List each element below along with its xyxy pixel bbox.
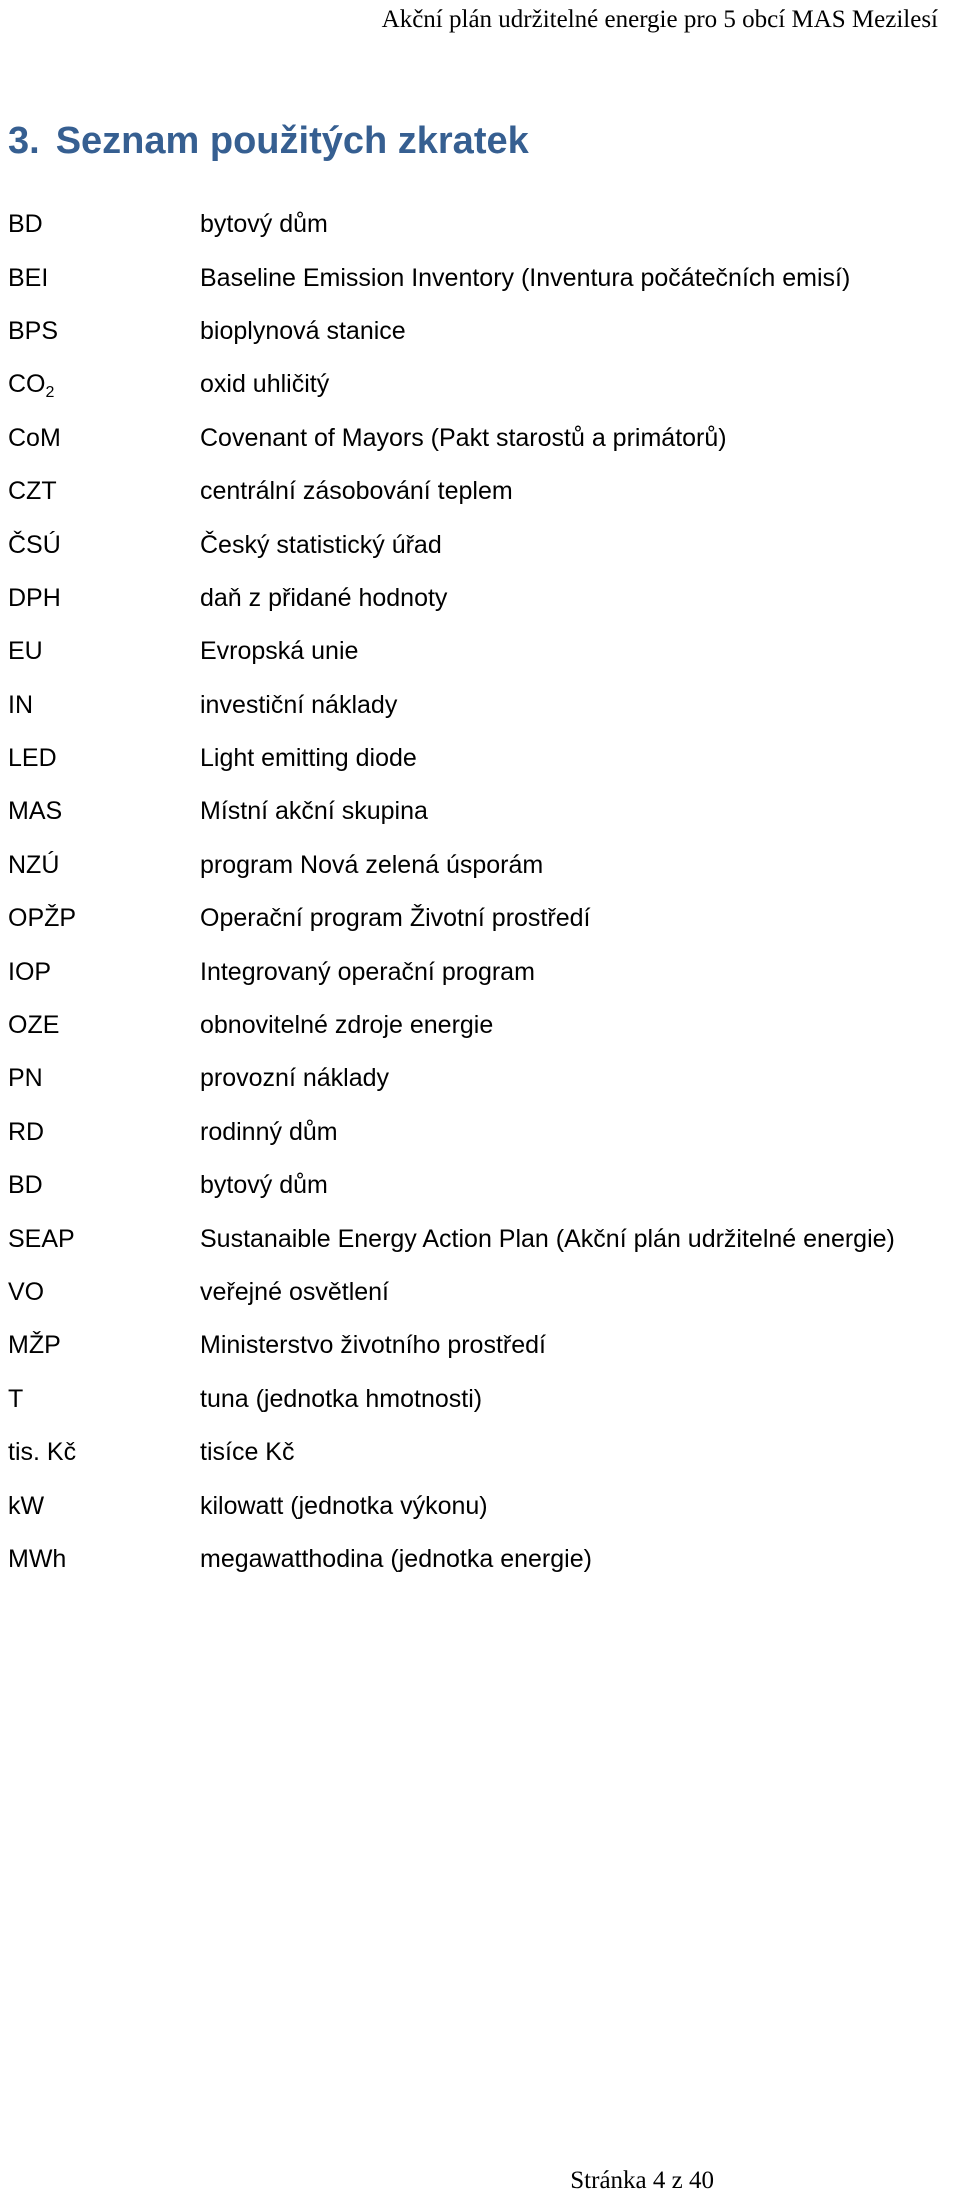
abbreviation-term-text: CO — [8, 370, 46, 399]
abbreviation-definition: Český statistický úřad — [200, 530, 442, 559]
abbreviation-term-text: SEAP — [8, 1224, 75, 1253]
section-heading — [8, 120, 529, 163]
abbreviation-row — [8, 1479, 958, 1532]
abbreviation-term — [8, 370, 200, 402]
abbreviation-definition: Sustanaible Energy Action Plan (Akční plán udržitelné energie) — [200, 1224, 895, 1253]
abbreviation-definition: centrální zásobování teplem — [200, 477, 513, 506]
abbreviation-row — [8, 1159, 958, 1212]
abbreviation-row — [8, 839, 958, 892]
abbreviation-term-text: VO — [8, 1278, 45, 1306]
abbreviation-term-text: BD — [8, 210, 43, 239]
abbreviation-row — [8, 892, 958, 945]
abbreviation-row — [8, 1266, 958, 1319]
abbreviation-definition: obnovitelné zdroje energie — [200, 1011, 494, 1040]
abbreviation-row — [8, 1212, 958, 1265]
abbreviation-term-text: MŽP — [8, 1331, 61, 1360]
abbreviation-row — [8, 518, 958, 571]
abbreviation-row — [8, 198, 958, 251]
abbreviation-term-text: CZT — [8, 477, 57, 506]
abbreviation-term — [8, 264, 200, 293]
abbreviation-term — [8, 691, 200, 720]
abbreviation-term — [8, 904, 200, 933]
abbreviation-definition: Baseline Emission Inventory (Inventura počátečních emisí) — [200, 263, 851, 292]
abbreviation-term — [8, 1118, 200, 1147]
abbreviation-term — [8, 1331, 200, 1360]
abbreviation-term-text: BPS — [8, 316, 59, 345]
abbreviation-definition: megawatthodina (jednotka energie) — [200, 1544, 592, 1573]
abbreviation-definition: Operační program Životní prostředí — [200, 904, 591, 933]
abbreviation-definition: veřejné osvětlení — [200, 1278, 390, 1306]
abbreviation-term — [8, 1385, 200, 1414]
abbreviation-definition: tisíce Kč — [200, 1438, 295, 1467]
abbreviation-term — [8, 1225, 200, 1254]
abbreviation-definition: bytový dům — [200, 210, 328, 239]
abbreviation-term — [8, 1545, 200, 1574]
abbreviation-term-text: OZE — [8, 1011, 60, 1040]
abbreviation-term — [8, 637, 200, 666]
abbreviation-definition: rodinný dům — [200, 1117, 338, 1146]
abbreviation-row — [8, 732, 958, 785]
abbreviation-term — [8, 1011, 200, 1040]
abbreviation-row — [8, 1052, 958, 1105]
abbreviation-term-text: MAS — [8, 797, 63, 826]
abbreviation-term-text: IOP — [8, 957, 52, 986]
abbreviation-term — [8, 424, 200, 453]
abbreviation-term — [8, 1278, 200, 1307]
page-footer — [570, 2167, 714, 2195]
abbreviation-row — [8, 1533, 958, 1586]
abbreviation-definition: bioplynová stanice — [200, 316, 406, 345]
abbreviation-term-text: LED — [8, 744, 57, 773]
abbreviation-term-text: CoM — [8, 423, 61, 452]
abbreviation-row — [8, 358, 958, 411]
abbreviation-definition: investiční náklady — [200, 690, 398, 719]
abbreviation-term — [8, 1438, 200, 1467]
abbreviation-row — [8, 412, 958, 465]
abbreviation-term-text: BD — [8, 1171, 43, 1200]
abbreviation-row — [8, 785, 958, 838]
abbreviation-row — [8, 465, 958, 518]
abbreviation-definition: program Nová zelená úsporám — [200, 850, 544, 879]
abbreviation-row — [8, 1319, 958, 1372]
abbreviation-term — [8, 1171, 200, 1200]
abbreviation-definition: oxid uhličitý — [200, 370, 330, 399]
abbreviation-row — [8, 1373, 958, 1426]
abbreviation-term — [8, 1492, 200, 1521]
abbreviation-term — [8, 210, 200, 239]
section-number: 3. — [8, 120, 40, 162]
abbreviation-definition: Light emitting diode — [200, 744, 417, 773]
abbreviation-term — [8, 744, 200, 773]
abbreviation-term — [8, 797, 200, 826]
abbreviation-definition: Ministerstvo životního prostředí — [200, 1331, 546, 1360]
abbreviation-row — [8, 1426, 958, 1479]
abbreviation-term-text: NZÚ — [8, 850, 60, 879]
abbreviation-definition: daň z přidané hodnoty — [200, 583, 448, 612]
abbreviation-definition: Covenant of Mayors (Pakt starostů a primátorů) — [200, 423, 727, 452]
abbreviation-term-text: T — [8, 1384, 24, 1413]
page-number: Stránka 4 z 40 — [570, 2167, 714, 2194]
abbreviation-row — [8, 999, 958, 1052]
abbreviation-term-text: RD — [8, 1117, 45, 1146]
abbreviation-list — [8, 198, 958, 1586]
abbreviation-definition: tuna (jednotka hmotnosti) — [200, 1384, 483, 1413]
abbreviation-term — [8, 958, 200, 987]
abbreviation-term — [8, 584, 200, 613]
abbreviation-term-text: BEI — [8, 263, 49, 292]
abbreviation-term-subscript: 2 — [45, 384, 55, 402]
abbreviation-term-text: MWh — [8, 1544, 67, 1573]
abbreviation-term-text: DPH — [8, 583, 61, 612]
abbreviation-term-text: ČSÚ — [8, 530, 61, 559]
abbreviation-definition: kilowatt (jednotka výkonu) — [200, 1491, 488, 1520]
abbreviation-term — [8, 477, 200, 506]
abbreviation-row — [8, 1106, 958, 1159]
abbreviation-definition: bytový dům — [200, 1171, 328, 1200]
abbreviation-term — [8, 851, 200, 880]
abbreviation-row — [8, 251, 958, 304]
abbreviation-term — [8, 531, 200, 560]
abbreviation-row — [8, 572, 958, 625]
abbreviation-term-text: PN — [8, 1064, 43, 1093]
abbreviation-term — [8, 1064, 200, 1093]
abbreviation-term-text: EU — [8, 637, 43, 666]
abbreviation-row — [8, 625, 958, 678]
abbreviation-row — [8, 945, 958, 998]
abbreviation-term-text: IN — [8, 690, 33, 719]
running-header — [382, 0, 938, 40]
abbreviation-row — [8, 679, 958, 732]
abbreviation-term-text: OPŽP — [8, 904, 77, 933]
abbreviation-row — [8, 305, 958, 358]
abbreviation-term — [8, 317, 200, 346]
abbreviation-term-text: tis. Kč — [8, 1438, 77, 1467]
abbreviation-definition: Integrovaný operační program — [200, 957, 535, 986]
abbreviation-definition: provozní náklady — [200, 1064, 390, 1093]
running-header-title: Akční plán udržitelné energie pro 5 obcí MAS Mezilesí — [381, 6, 938, 33]
abbreviation-definition: Místní akční skupina — [200, 797, 428, 826]
abbreviation-term-text: kW — [8, 1491, 45, 1520]
section-title: Seznam použitých zkratek — [55, 120, 529, 162]
abbreviation-definition: Evropská unie — [200, 637, 359, 666]
